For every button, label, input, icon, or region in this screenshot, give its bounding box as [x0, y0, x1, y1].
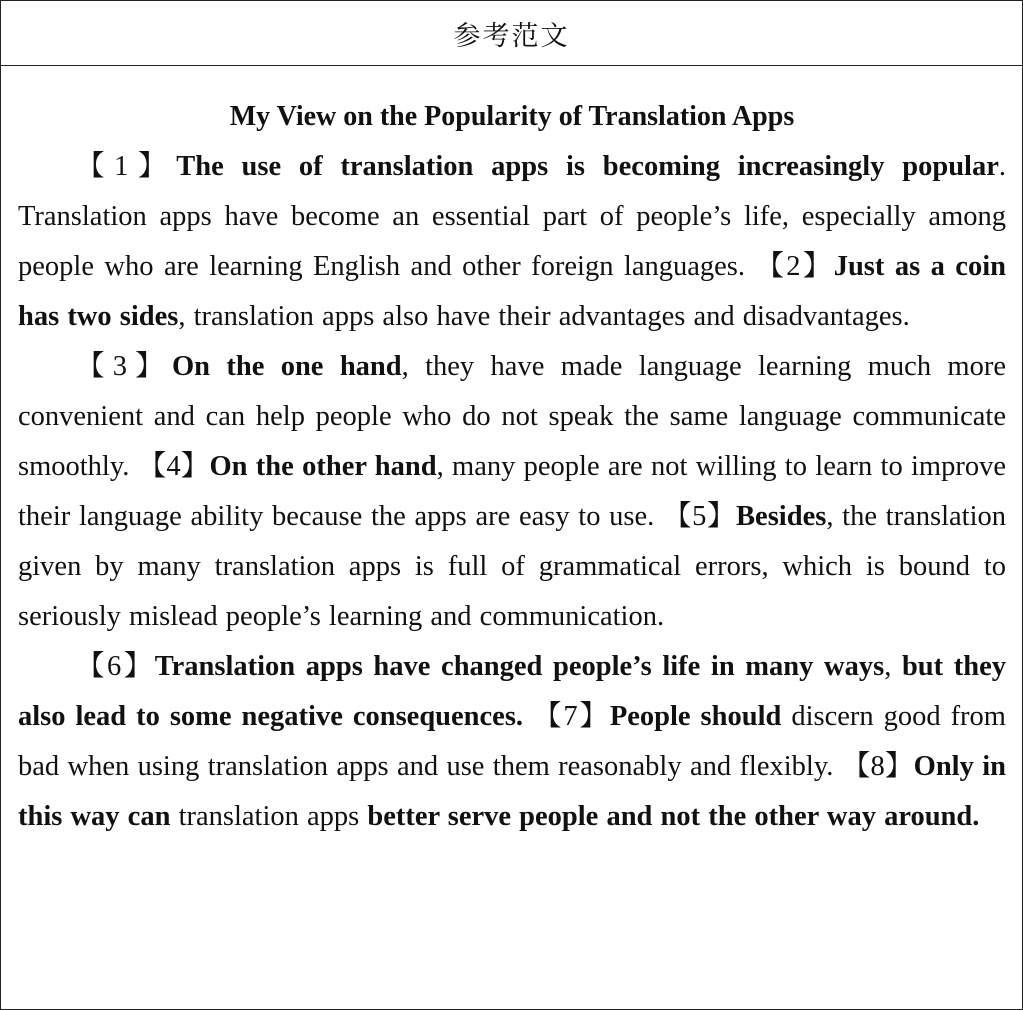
- essay-paragraph: [18, 342, 1006, 642]
- header-label: 参考范文: [453, 20, 570, 52]
- bold-run: Only in this way can: [18, 751, 1006, 832]
- text-run: 【2】: [755, 251, 834, 282]
- text-run: , translation apps also have their advantages and disadvantages.: [178, 301, 910, 332]
- text-run: , they have made language learning much more convenient and can help people who do not speak the same language communicate smoothly.: [18, 351, 1006, 482]
- essay-paragraph: [18, 142, 1006, 342]
- text-run: 【3】: [76, 351, 172, 382]
- text-run: . Translation apps have become an essential part of people’s life, especially among people who are learning English and other foreign languages.: [18, 151, 1006, 282]
- text-run: 【4】: [137, 451, 210, 482]
- bold-run: The use of translation apps is becoming increasingly popular: [176, 151, 999, 182]
- bold-run: Translation apps have changed people’s life in many ways: [154, 651, 885, 682]
- essay-paragraphs: [18, 142, 1006, 842]
- bold-run: Just as a coin has two sides: [18, 251, 1006, 332]
- text-run: , many people are not willing to learn to improve their language ability because the apps are easy to use.: [18, 451, 1006, 532]
- essay-paragraph: [18, 642, 1006, 842]
- text-run: translation apps: [170, 801, 368, 832]
- bold-run: Besides: [736, 501, 827, 532]
- text-run: 【1】: [76, 151, 177, 182]
- bold-run: On the one hand: [171, 351, 402, 382]
- text-run: discern good from bad when using translation apps and use them reasonably and flexibly.: [18, 701, 1006, 782]
- text-run: 【7】: [523, 701, 610, 732]
- text-run: ,: [884, 651, 902, 682]
- text-run: 【5】: [663, 501, 737, 532]
- bold-run: On the other hand: [209, 451, 437, 482]
- text-run: , the translation given by many translation apps is full of grammatical errors, which is bound to seriously mislead people’s learning and communication.: [18, 501, 1006, 632]
- bold-run: better serve people and not the other way around.: [367, 801, 980, 832]
- essay-title: My View on the Popularity of Translation Apps: [229, 101, 795, 132]
- header-cell: [1, 1, 1022, 66]
- bold-run: but they also lead to some negative consequences.: [18, 651, 1006, 732]
- essay-body: [1, 66, 1022, 842]
- text-run: 【8】: [841, 751, 914, 782]
- bold-run: People should: [609, 701, 782, 732]
- text-run: 【6】: [76, 651, 155, 682]
